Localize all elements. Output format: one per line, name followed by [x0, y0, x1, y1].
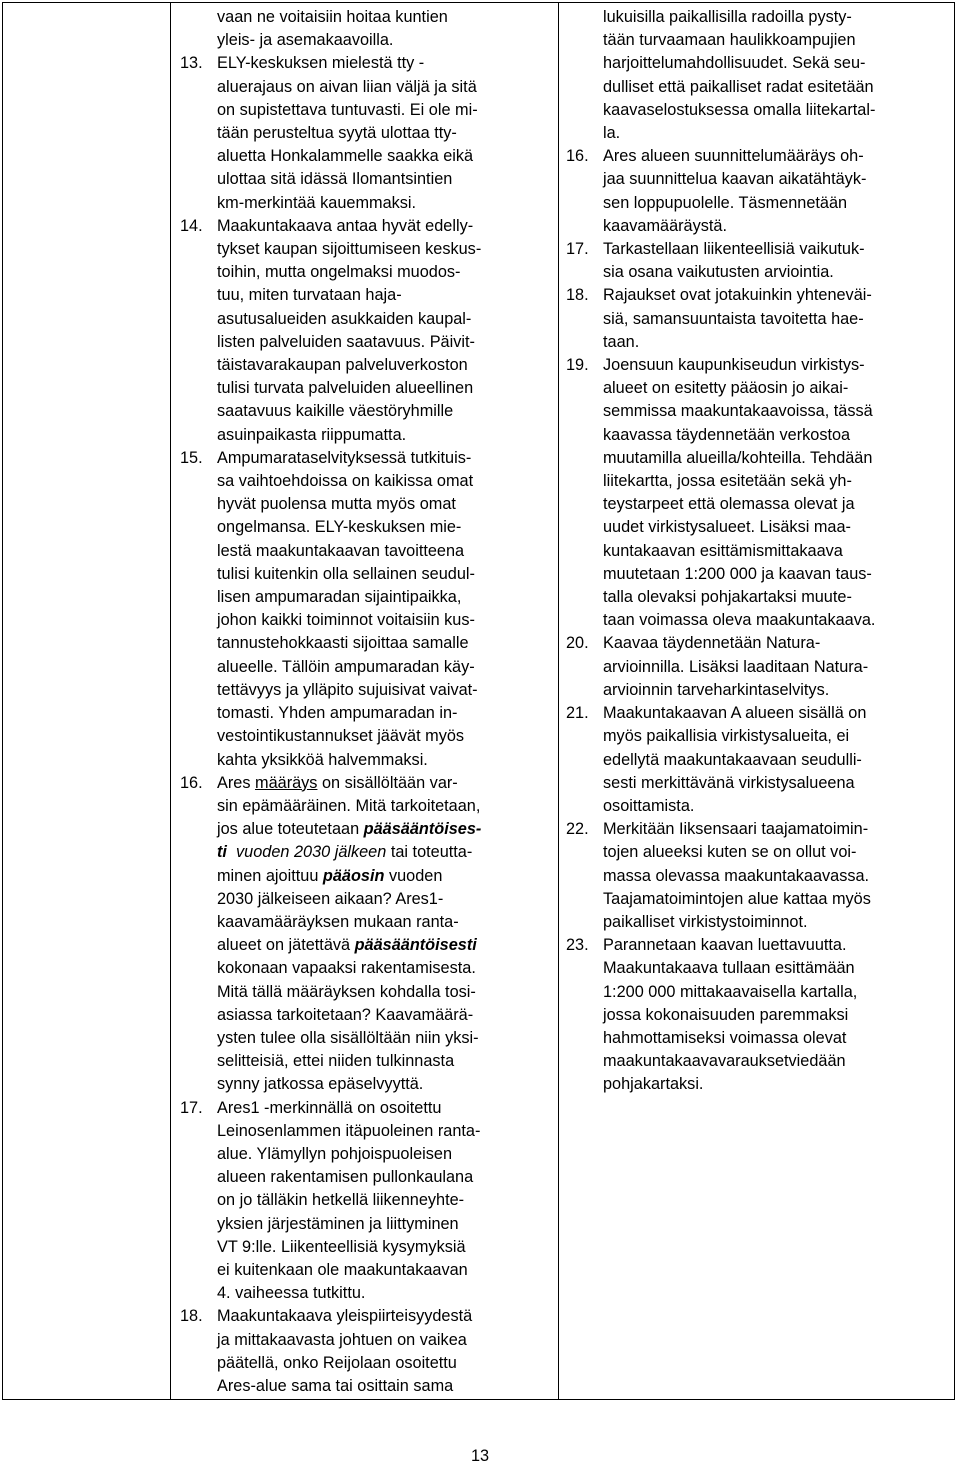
- right-item-23: 23. Parannetaan kaavan luettavuutta. Maakuntakaava tullaan esittämään 1:200 000 mittakaavaisella kartalla, jossa kokonaisuuden paremmaksi hahmottamiseksi voimassa olevat maakuntakaavavarauksetviedään pohjakartaksi.: [566, 936, 858, 1094]
- item-number: 16.: [566, 147, 589, 166]
- left-item-14: 14. Maakuntakaava antaa hyvät edelly- tykset kaupan sijoittumiseen keskus- toihin, mutta ongelmaksi muodos- tuu, miten turvataan haja- asutusalueiden asukkaiden kaupal- listen palveluiden saatavuus. Päivit- täistavarakaupan palveluverkoston tulisi turvata palveluiden alueellinen saatavuus kaikille väestöryhmille asuinpaikasta riippumatta.: [180, 216, 482, 444]
- right-item-16: 16. Ares alueen suunnittelumääräys oh- jaa suunnittelua kaavan aikatähtäyk- sen loppupuolelle. Täsmennetään kaavamääräystä.: [566, 147, 867, 235]
- item-number: 17.: [566, 240, 589, 259]
- left-item-17: 17. Ares1 -merkinnällä on osoitettu Leinosenlammen itäpuoleinen ranta- alue. Ylämyllyn pohjoispuoleisen alueen rakentamisen pullonkaulana on jo tälläkin hetkellä liikenneyhte- yksien järjestäminen ja liittyminen VT 9:lle. Liikenteellisiä kysymyksiä ei kuitenkaan ole maakuntakaavan 4. vaiheessa tutkittu.: [180, 1098, 481, 1303]
- item-number: 20.: [566, 634, 589, 653]
- right-item-19: 19. Joensuun kaupunkiseudun virkistys- alueet on esitetty pääosin jo aikai- semmissa maakuntakaavoissa, tässä kaavassa täydennetään verkostoa muutamilla alueilla/kohteilla. Tehdään liitekartta, jossa esitetään sekä yh- teystarpeet että olemassa olevat ja uudet virkistysalueet. Lisäksi maa- kuntakaavan esittämismittakaava muutetaan 1:200 000 ja kaavan taus- talla olevaksi pohjakartaksi muute- taan voimassa oleva maakuntakaava.: [566, 356, 876, 630]
- item-number: 19.: [566, 356, 589, 375]
- item-number: 14.: [180, 216, 203, 235]
- item-number: 23.: [566, 936, 589, 955]
- left-item-13: 13. ELY-keskuksen mielestä tty - aluerajaus on aivan liian väljä ja sitä on supistettava tuntuvasti. Ei ole mi- tään perusteltua syytä ulottaa tty- aluetta Honkalammelle saakka eikä ulottaa sitä idässä Ilomantsintien km-merkintää kauemmaksi.: [180, 54, 478, 212]
- left-item-18: 18. Maakuntakaava yleispiirteisyydestä ja mittakaavasta johtuen on vaikea päätellä, onko Reijolaan osoitettu Ares-alue sama tai osittain sama: [180, 1307, 473, 1395]
- column-divider-2: [558, 3, 559, 1399]
- item-number: 18.: [180, 1307, 203, 1326]
- right-item-17: 17. Tarkastellaan liikenteellisiä vaikutuk- sia osana vaikutusten arviointia.: [566, 240, 865, 282]
- item-number: 18.: [566, 286, 589, 305]
- page-number: 13: [470, 1447, 490, 1465]
- left-column: [180, 6, 540, 1398]
- item-number: 21.: [566, 704, 589, 723]
- column-divider-1: [170, 3, 171, 1399]
- left-continuation: vaan ne voitaisiin hoitaa kuntien yleis- ja asemakaavoilla.: [217, 8, 448, 50]
- right-item-18: 18. Rajaukset ovat jotakuinkin yhteneväi- siä, samansuuntaista tavoitetta hae- taan.: [566, 286, 872, 351]
- left-item-16: 16. Ares määräys on sisällöltään var- sin epämääräinen. Mitä tarkoitetaan, jos alue toteutetaan pääsääntöises- ti vuoden 2030 jälkeen tai toteutta- minen ajoittuu pääosin vuoden 2030 jälkeiseen aikaan? Ares1- kaavamääräyksen mukaan ranta- alueet on jätettävä pääsääntöisesti kokonaan vapaaksi rakentamisesta. Mitä tällä määräyksen kohdalla tosi- asiassa tarkoitetaan? Kaavamäärä- ysten tulee olla sisällöltään niin yksi- selitteisiä, ettei niiden tulkinnasta synny jatkossa epäselvyyttä.: [180, 773, 482, 1094]
- item-number: 13.: [180, 54, 203, 73]
- left-item-15: 15. Ampumarataselvityksessä tutkituis- sa vaihtoehdoissa on kaikissa omat hyvät puolensa mutta myös omat ongelmansa. ELY-keskuksen mie- lestä maakuntakaavan tavoitteena tulisi kuitenkin olla sellainen seudul- lisen ampumaradan sijaintipaikka, johon kaikki toiminnot voitaisiin kus- tannustehokkaasti sijoittaa samalle alueelle. Tällöin ampumaradan käy- tettävyys ja ylläpito sujuisivat vaivat- tomasti. Yhden ampumaradan in- vestointikustannukset jäävät myös kahta yksikköä halvemmaksi.: [180, 448, 478, 769]
- right-item-21: 21. Maakuntakaavan A alueen sisällä on myös paikallisia virkistysalueita, ei edellytä maakuntakaavaan seudulli- sesti merkittävänä virkistysalueena osoittamista.: [566, 704, 867, 815]
- right-continuation: lukuisilla paikallisilla radoilla pysty- tään turvaamaan haulikkoampujien harjoittelumahdollisuudet. Sekä seu- dulliset että paikalliset radat esitetään kaavaselostuksessa omalla liitekartal- la.: [603, 8, 876, 143]
- right-column: [566, 6, 952, 1097]
- item-number: 16.: [180, 773, 203, 792]
- right-item-22: 22. Merkitään Iiksensaari taajamatoimin- tojen alueeksi kuten se on ollut voi- massa olevassa maakuntakaavassa. Taajamatoimintojen alue kattaa myös paikalliset virkistystoiminnot.: [566, 820, 871, 931]
- item-number: 17.: [180, 1098, 203, 1117]
- right-item-20: 20. Kaavaa täydennetään Natura- arvioinnilla. Lisäksi laaditaan Natura- arvioinnin tarveharkintaselvitys.: [566, 634, 869, 699]
- item-number: 15.: [180, 448, 203, 467]
- item-number: 22.: [566, 820, 589, 839]
